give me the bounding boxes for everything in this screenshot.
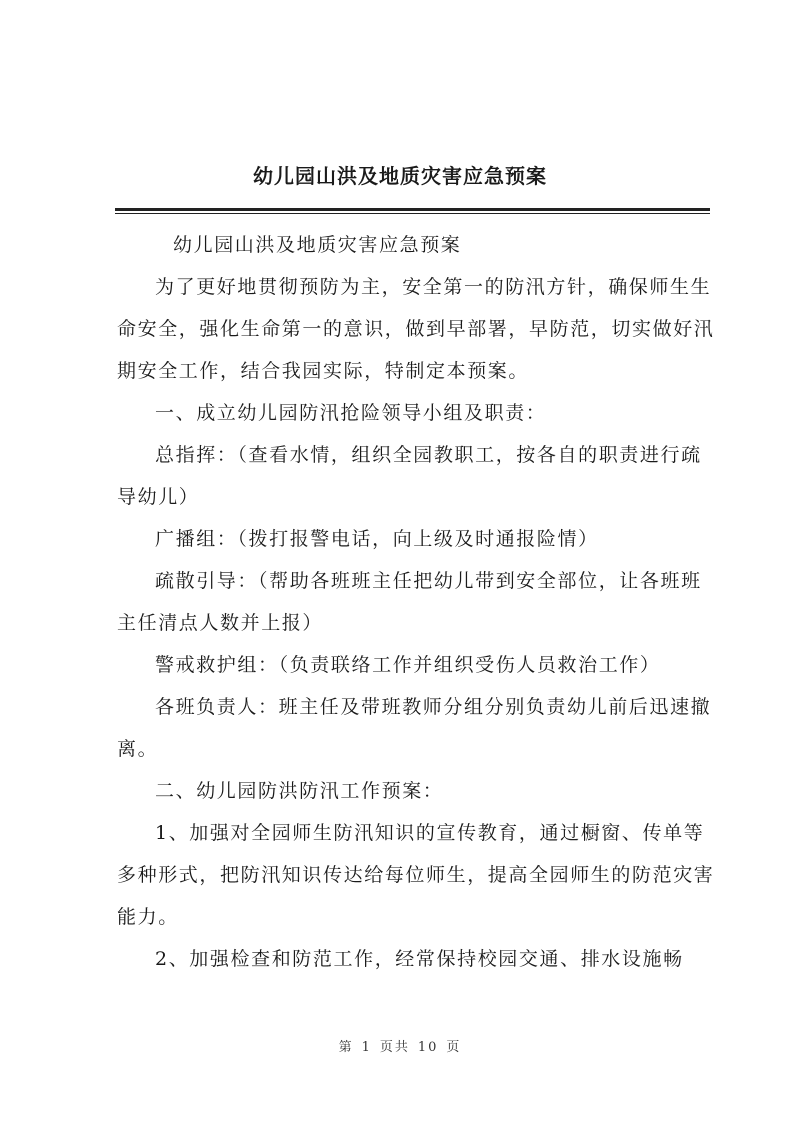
paragraph-class-leaders: 各班负责人：班主任及带班教师分组分别负责幼儿前后迅速撤离。 <box>117 696 712 760</box>
document-title: 幼儿园山洪及地质灾害应急预案 <box>253 164 547 188</box>
section-heading-2: 二、幼儿园防洪防汛工作预案： <box>155 780 444 802</box>
paragraph-rescue: 警戒救护组：（负责联络工作并组织受伤人员救治工作） <box>155 654 661 676</box>
footer-prefix: 第 <box>338 1040 354 1055</box>
paragraph-evacuation: 疏散引导：（帮助各班班主任把幼儿带到安全部位，让各班班主任清点人数并上报） <box>117 570 702 634</box>
paragraph-intro: 为了更好地贯彻预防为主，安全第一的防汛方针，确保师生生命安全，强化生命第一的意识，做到早部署，早防范，切实做好汛期安全工作，结合我园实际，特制定本预案。 <box>117 276 715 382</box>
paragraph-item-2: 2、加强检查和防范工作，经常保持校园交通、排水设施畅 <box>155 948 684 970</box>
footer-current-page: 1 <box>361 1040 372 1055</box>
section-heading-1: 一、成立幼儿园防汛抢险领导小组及职责： <box>155 402 547 424</box>
footer-suffix: 页 <box>446 1040 462 1055</box>
footer-total-pages: 10 <box>417 1040 439 1055</box>
document-body <box>117 224 717 980</box>
paragraph-broadcast: 广播组：（拨打报警电话，向上级及时通报险情） <box>155 528 599 550</box>
page-footer <box>0 1036 800 1055</box>
footer-middle: 页共 <box>379 1040 410 1055</box>
paragraph-commander: 总指挥：（查看水情，组织全园教职工，按各自的职责进行疏导幼儿） <box>117 444 702 508</box>
paragraph-subtitle: 幼儿园山洪及地质灾害应急预案 <box>173 234 462 256</box>
paragraph-item-1: 1、加强对全园师生防汛知识的宣传教育，通过橱窗、传单等多种形式，把防汛知识传达给每位师生，提高全园师生的防范灾害能力。 <box>117 822 715 928</box>
title-divider <box>115 208 710 211</box>
